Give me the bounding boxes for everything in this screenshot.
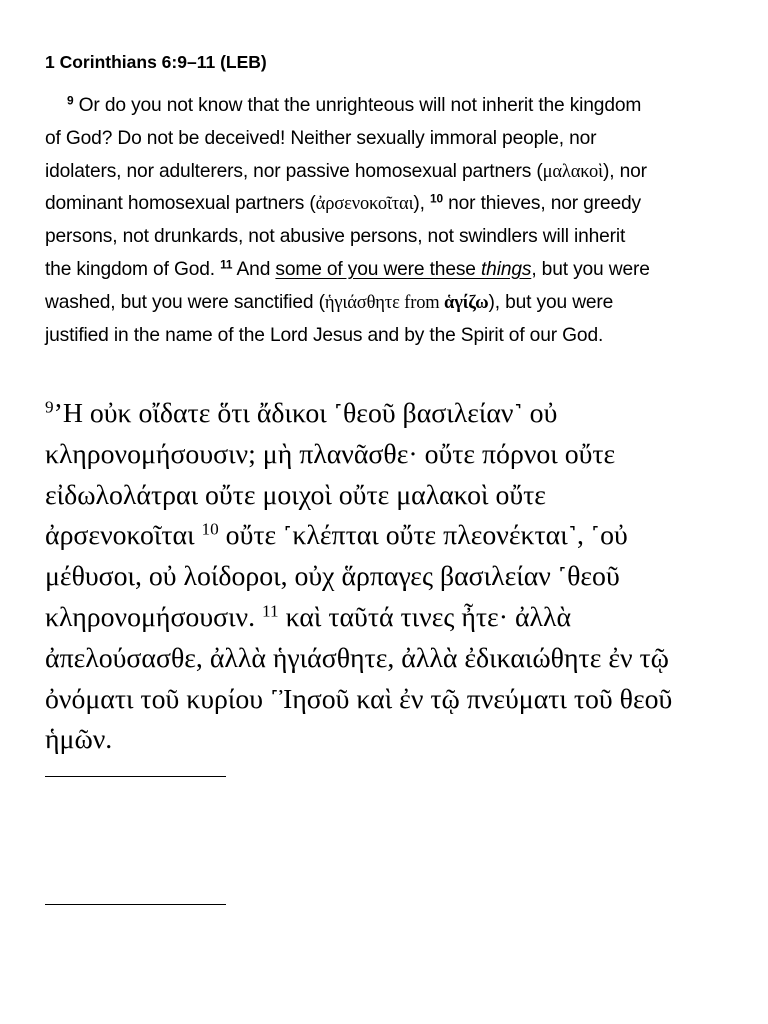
english-line-6: the kingdom of God. $^{11}$ And some of you were these things, but you were <box>45 257 650 280</box>
verse-number-9: 9 <box>67 93 74 108</box>
footnote-separator-1 <box>45 776 226 777</box>
greek-verse-number-11: 11 <box>262 601 279 621</box>
english-line-8: justified in the name of the Lord Jesus and by the Spirit of our God. <box>45 324 604 346</box>
greek-verse-number-9: 9 <box>45 397 54 417</box>
greek-line-5: μέθυσοι, οὐ λοίδοροι, οὐχ ἅρπαγες βασιλείαν ˹θεοῦ <box>45 561 620 593</box>
passage-title: 1 Corinthians 6:9–11 (LEB) <box>45 52 267 72</box>
english-line-1: $^9$ Or do you not know that the unrighteous will not inherit the kingdom <box>67 93 642 116</box>
verse-number-10: 10 <box>430 191 443 206</box>
greek-term-hegiasthete: ἡγιάσθητε from <box>324 292 445 313</box>
greek-line-2: κληρονομήσουσιν; μὴ πλανᾶσθε· οὔτε πόρνοι οὔτε <box>45 438 616 470</box>
english-line-5: persons, not drunkards, not abusive persons, not swindlers will inherit <box>45 226 626 248</box>
greek-line-6: κληρονομήσουσιν. $^{11}$ καὶ ταῦτά τινες ἦτε· ἀλλὰ <box>45 601 572 633</box>
greek-term-malakoi: μαλακοὶ <box>542 161 603 182</box>
greek-line-4: ἀρσενοκοῖται $^{10}$ οὔτε ˹κλέπται οὔτε πλεονέκται˺, ˹οὐ <box>45 519 628 552</box>
greek-term-arsenokoitai: ἀρσενοκοῖται <box>315 194 414 215</box>
greek-term-hagizo: ἁγίζω <box>444 292 489 313</box>
greek-line-9: ἡμῶν. <box>45 724 113 756</box>
english-translation <box>45 90 735 352</box>
verse-number-11: 11 <box>220 257 233 272</box>
greek-line-8: ὀνόματι τοῦ κυρίου ˹Ἰησοῦ καὶ ἐν τῷ πνεύματι τοῦ θεοῦ <box>45 683 673 715</box>
english-line-7: washed, but you were sanctified (ἡγιάσθητε from ἁγίζω), but you were <box>45 291 614 313</box>
greek-verse-number-10: 10 <box>201 519 219 539</box>
footnote-separator-2 <box>45 904 226 905</box>
underlined-phrase: some of you were these things <box>275 258 532 280</box>
english-line-3: idolaters, nor adulterers, nor passive homosexual partners (μαλακοὶ), nor <box>45 160 647 182</box>
greek-line-3: εἰδωλολάτραι οὔτε μοιχοὶ οὔτε μαλακοὶ οὔτε <box>45 479 546 511</box>
greek-line-1: $^9$’Η οὐκ οἴδατε ὅτι ἄδικοι ˹θεοῦ βασιλείαν˺ οὐ <box>45 397 558 429</box>
english-line-2: of God? Do not be deceived! Neither sexually immoral people, nor <box>45 127 597 149</box>
greek-line-7: ἀπελούσασθε, ἀλλὰ ἡγιάσθητε, ἀλλὰ ἐδικαιώθητε ἐν τῷ <box>45 642 669 674</box>
greek-text <box>45 394 745 761</box>
english-line-4: dominant homosexual partners (ἀρσενοκοῖται), $^{10}$ nor thieves, nor greedy <box>45 191 641 215</box>
